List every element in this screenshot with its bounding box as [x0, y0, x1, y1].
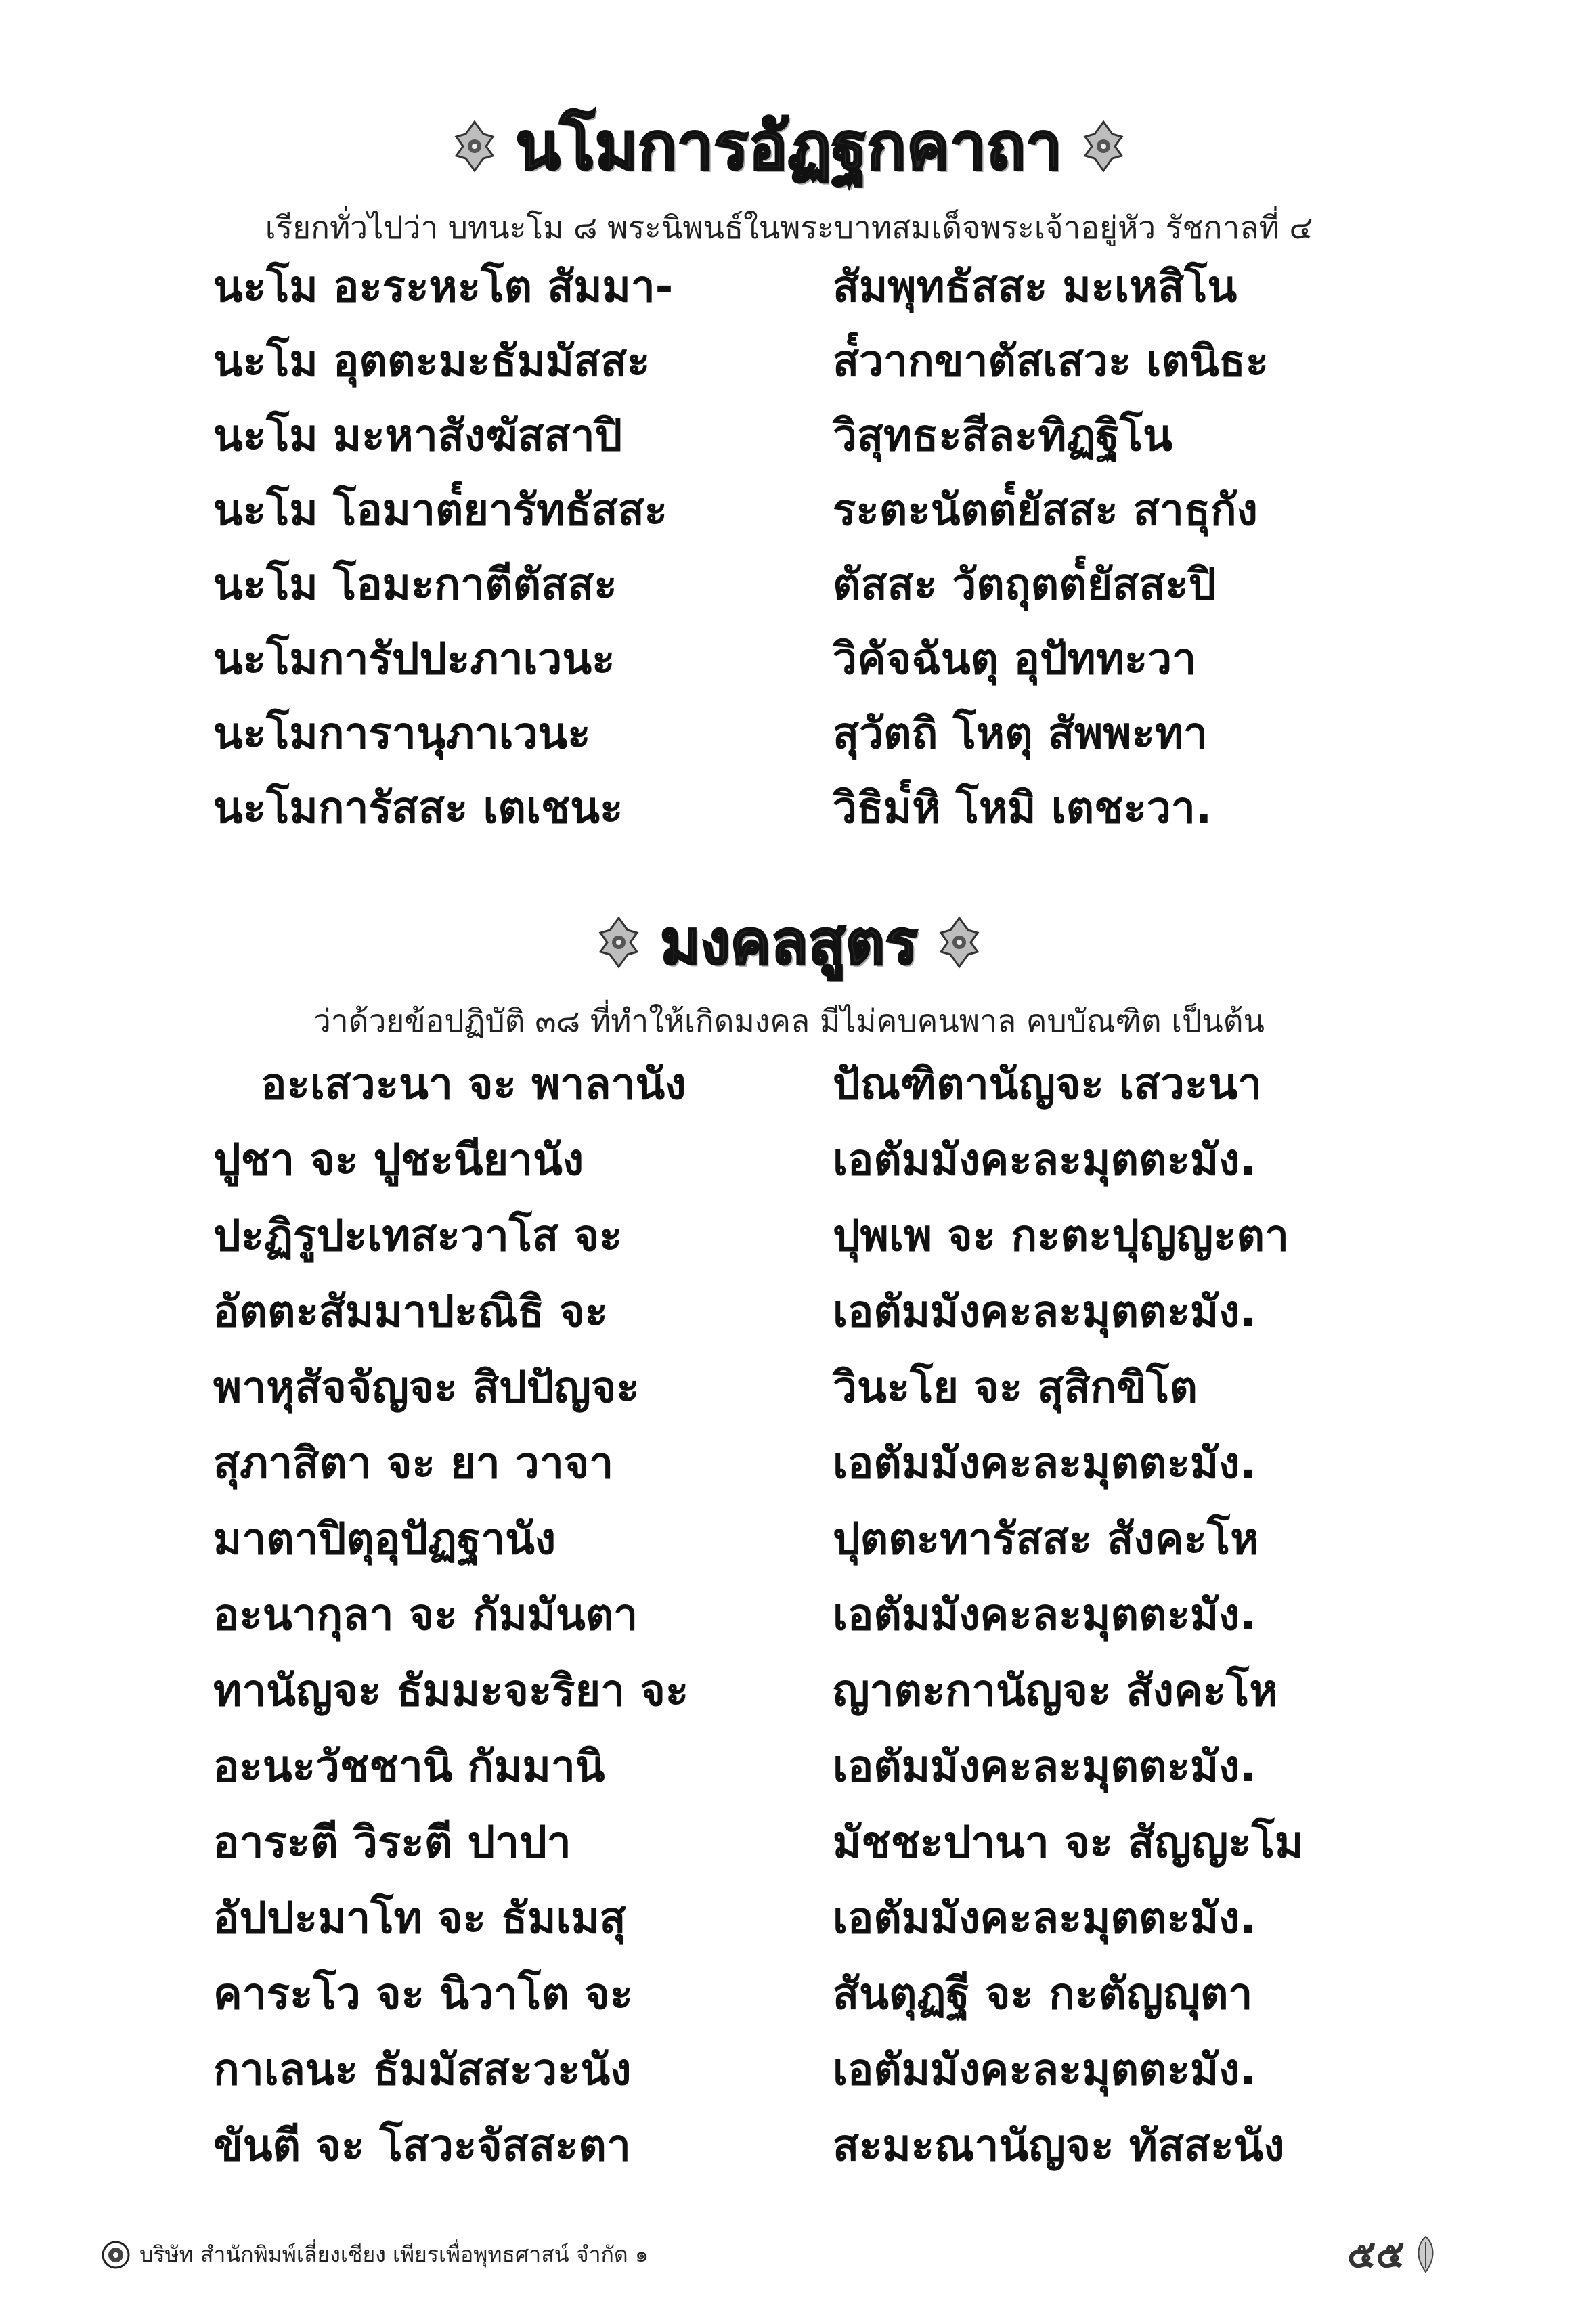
publisher-text: บริษัท สำนักพิมพ์เลี่ยงเชียง เพียรเพื่อพุทธศาสน์ จำกัด ๑: [139, 2241, 649, 2267]
verse-right: เอตัมมังคะละมุตตะมัง.: [833, 1590, 1256, 1640]
verse-left: นะโมการัสสะ เตเชนะ: [213, 783, 623, 833]
verse-left: อาระตี วิระตี ปาปา: [213, 1818, 571, 1868]
verse-left: สุภาสิตา จะ ยา วาจา: [213, 1439, 614, 1489]
ornament-icon: [936, 915, 983, 969]
verse-right: วิสุทธะสีละทิฏฐิโน: [833, 411, 1172, 461]
verse-left: อะเสวะนา จะ พาลานัง: [261, 1059, 686, 1110]
verse-left: นะโม มะหาสังฆัสสาปิ: [213, 411, 623, 461]
verse-left: ทานัญจะ ธัมมะจะริยา จะ: [213, 1666, 689, 1716]
verse-right: เอตัมมังคะละมุตตะมัง.: [833, 1893, 1256, 1944]
section2-title: มงคลสูตร: [660, 907, 918, 978]
verse-left: นะโม อะระหะโต สัมมา-: [213, 262, 674, 312]
verse-left: ปะฏิรูปะเทสะวาโส จะ: [213, 1211, 623, 1261]
verse-left: นะโม โอมะกาตีตัสสะ: [213, 560, 617, 610]
section1-title: นโมการอัฏฐกคาถา: [515, 108, 1063, 184]
verse-right: สะมะณานัญจะ ทัสสะนัง: [833, 2121, 1285, 2171]
verse-left: กาเลนะ ธัมมัสสะวะนัง: [213, 2045, 632, 2095]
verse-left: อะนะวัชชานิ กัมมานิ: [213, 1742, 605, 1792]
verse-left: นะโม โอมาต๎ยารัทธัสสะ: [213, 485, 668, 535]
verse-right: วิคัจฉันตุ อุปัททะวา: [833, 634, 1197, 684]
verse-right: เอตัมมังคะละมุตตะมัง.: [833, 1742, 1256, 1792]
footer-publisher: [102, 2237, 649, 2272]
section1-subtitle: เรียกทั่วไปว่า บทนะโม ๘ พระนิพนธ์ในพระบาทสมเด็จพระเจ้าอยู่หัว รัชกาลที่ ๔: [265, 209, 1313, 246]
verse-right: วินะโย จะ สุสิกขิโต: [833, 1363, 1198, 1413]
verse-right: สันตุฏฐี จะ กะตัญญุตา: [833, 1969, 1253, 2019]
publisher-logo-icon: [102, 2241, 130, 2269]
verse-left: นะโมการัปปะภาเวนะ: [213, 634, 615, 684]
verse-left: อะนากุลา จะ กัมมันตา: [213, 1590, 638, 1640]
verse-left: ปูชา จะ ปูชะนียานัง: [213, 1135, 584, 1185]
verse-left: อัปปะมาโท จะ ธัมเมสุ: [213, 1893, 626, 1944]
verse-left: มาตาปิตุอุปัฏฐานัง: [213, 1514, 556, 1564]
verse-right: ส๎วากขาตัสเสวะ เตนิธะ: [833, 336, 1269, 387]
verse-right: เอตัมมังคะละมุตตะมัง.: [833, 1439, 1256, 1489]
section1-heading: [0, 95, 1578, 198]
verse-right: มัชชะปานา จะ สัญญะโม: [833, 1818, 1304, 1868]
verse-left: ขันตี จะ โสวะจัสสะตา: [213, 2121, 631, 2171]
verse-right: ปัณฑิตานัญจะ เสวะนา: [833, 1059, 1262, 1110]
verse-right: เอตัมมังคะละมุตตะมัง.: [833, 1135, 1256, 1185]
verse-right: ระตะนัตต๎ยัสสะ สาธุกัง: [833, 485, 1258, 535]
ornament-icon: [451, 119, 498, 173]
verse-left: นะโมการานุภาเวนะ: [213, 709, 591, 759]
section2-subtitle: ว่าด้วยข้อปฏิบัติ ๓๘ ที่ทำให้เกิดมงคล มีไม่คบคนพาล คบบัณฑิต เป็นต้น: [313, 1003, 1265, 1039]
verse-right: เอตัมมังคะละมุตตะมัง.: [833, 1287, 1256, 1337]
verse-left: อัตตะสัมมาปะณิธิ จะ: [213, 1287, 608, 1337]
verse-right: เอตัมมังคะละมุตตะมัง.: [833, 2045, 1256, 2095]
verse-right: วิธิม๎หิ โหมิ เตชะวา.: [833, 783, 1212, 833]
verse-left: คาระโว จะ นิวาโต จะ: [213, 1969, 633, 2019]
verse-right: ตัสสะ วัตถุตต๎ยัสสะปิ: [833, 560, 1217, 610]
verse-right: สัมพุทธัสสะ มะเหสิโน: [833, 262, 1237, 312]
verse-right: สุวัตถิ โหตุ สัพพะทา: [833, 709, 1208, 759]
verse-right: ญาตะกานัญจะ สังคะโห: [833, 1666, 1278, 1716]
verse-left: นะโม อุตตะมะธัมมัสสะ: [213, 336, 651, 387]
page-number: [1347, 2224, 1437, 2284]
leaf-icon: [1414, 2235, 1437, 2273]
page-number-text: ๕๕: [1347, 2233, 1405, 2277]
section2-heading: [0, 894, 1578, 990]
ornament-icon: [595, 915, 642, 969]
verse-right: ปุตตะทารัสสะ สังคะโห: [833, 1514, 1259, 1564]
verse-left: พาหุสัจจัญจะ สิปปัญจะ: [213, 1363, 640, 1413]
verse-right: ปุพเพ จะ กะตะปุญญะตา: [833, 1211, 1289, 1261]
ornament-icon: [1080, 119, 1127, 173]
